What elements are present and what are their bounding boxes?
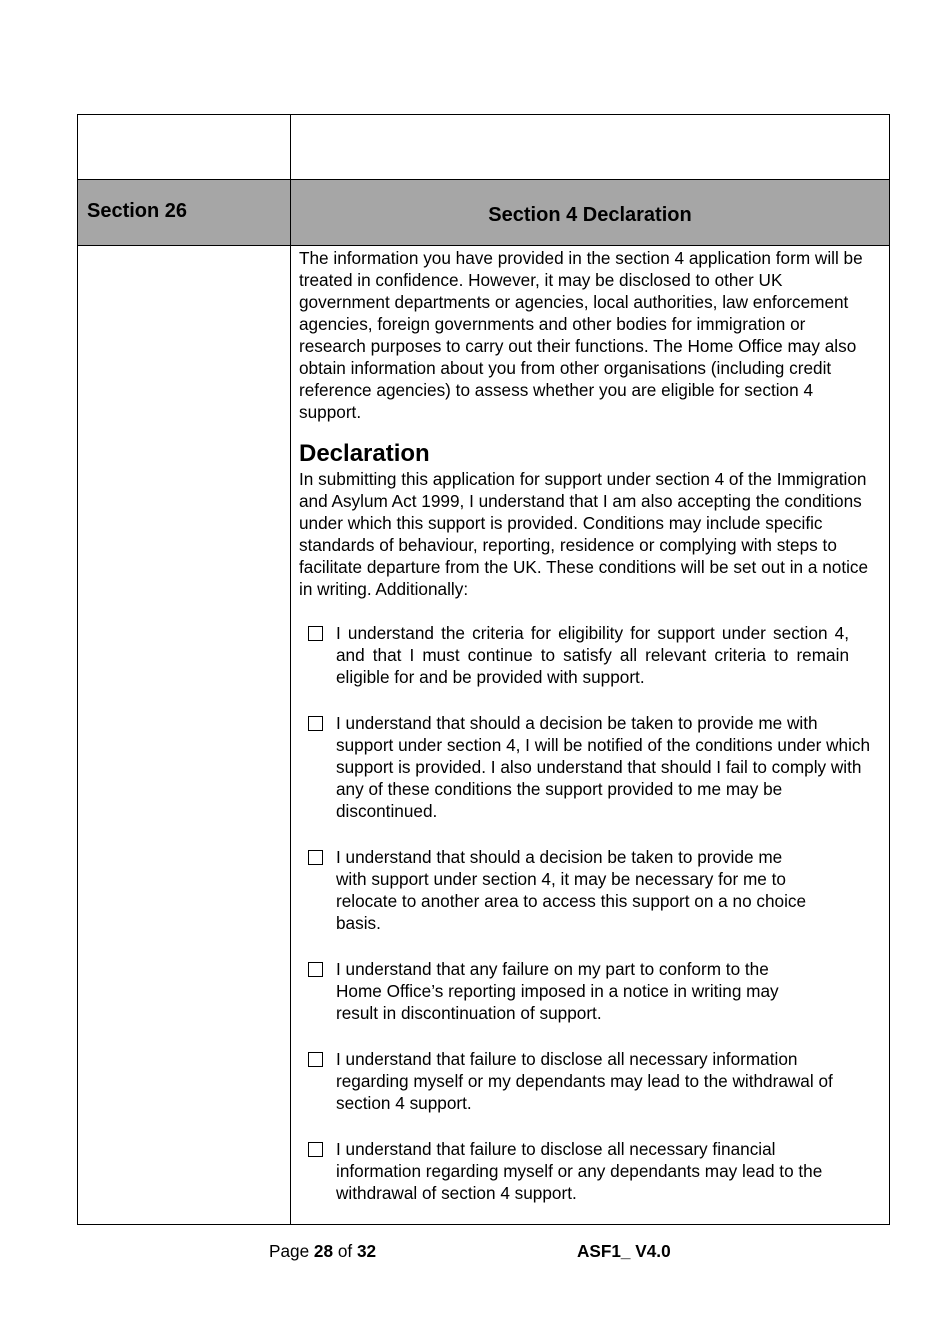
checkbox[interactable] — [308, 962, 323, 977]
checkbox[interactable] — [308, 626, 323, 641]
column-divider — [290, 246, 291, 1224]
column-divider — [290, 115, 291, 179]
section-title: Section 4 Declaration — [488, 204, 692, 226]
checkbox[interactable] — [308, 1052, 323, 1067]
page-of: of — [337, 1241, 353, 1261]
declaration-item-text: I understand that failure to disclose all necessary financial information regarding myself or any dependants may lead to the withdrawal of section 4 support. — [336, 1139, 823, 1203]
checkbox[interactable] — [308, 1142, 323, 1157]
declaration-item-text: I understand that should a decision be taken to provide me with support under section 4, it may be necessary for me to relocate to another area to access this support on a no choice basis. — [336, 847, 807, 933]
section-body-content — [299, 247, 873, 1204]
confidentiality-paragraph: The information you have provided in the section 4 application form will be treated in confidence. However, it may be disclosed to other UK government departments or agencies, local authorities, law enforcement agencies, foreign governments and other bodies for immigration or research purposes to carry out their functions. The Home Office may also obtain information about you from other organisations (including credit reference agencies) to assess whether you are eligible for section 4 support. — [299, 248, 863, 422]
page-total: 32 — [356, 1241, 377, 1261]
declaration-paragraph: In submitting this application for support under section 4 of the Immigration and Asylum Act 1999, I understand that I am also accepting the conditions under which this support is provided. Conditions may include specific standards of behaviour, reporting, residence or complying with steps to facilitate departure from the UK. These conditions will be set out in a notice in writing. Additionally: — [299, 469, 869, 599]
page-prefix: Page — [269, 1241, 310, 1261]
declaration-item-reporting — [299, 958, 873, 1024]
page-number — [269, 1240, 376, 1262]
declaration-item-text: I understand that failure to disclose all necessary information regarding myself or my dependants may lead to the withdrawal of section 4 support. — [336, 1049, 833, 1113]
section-body-row — [78, 246, 889, 1224]
declaration-item-relocation — [299, 846, 873, 934]
empty-row — [78, 115, 889, 180]
declaration-table — [77, 114, 890, 1225]
checkbox[interactable] — [308, 850, 323, 865]
declaration-item-text: I understand that any failure on my part to conform to the Home Office’s reporting imposed in a notice in writing may result in discontinuation of support. — [336, 959, 779, 1023]
declaration-item-eligibility — [299, 622, 873, 688]
declaration-checklist — [299, 622, 873, 1204]
declaration-heading: Declaration — [299, 440, 430, 467]
declaration-item-financial — [299, 1138, 873, 1204]
section-number: Section 26 — [87, 200, 188, 222]
page-current: 28 — [313, 1241, 334, 1261]
section-header-row — [78, 180, 889, 246]
checkbox[interactable] — [308, 716, 323, 731]
form-version: ASF1_ V4.0 — [577, 1241, 671, 1261]
declaration-item-text: I understand the criteria for eligibility for support under section 4, and that I must continue to satisfy all relevant criteria to remain eligible for and be provided with support. — [336, 623, 849, 687]
declaration-item-disclosure — [299, 1048, 873, 1114]
declaration-item-conditions — [299, 712, 873, 822]
declaration-item-text: I understand that should a decision be taken to provide me with support under section 4, I will be notified of the conditions under which support is provided. I also understand that should I fail to comply with any of these conditions the support provided to me may be discontinued. — [336, 713, 871, 821]
